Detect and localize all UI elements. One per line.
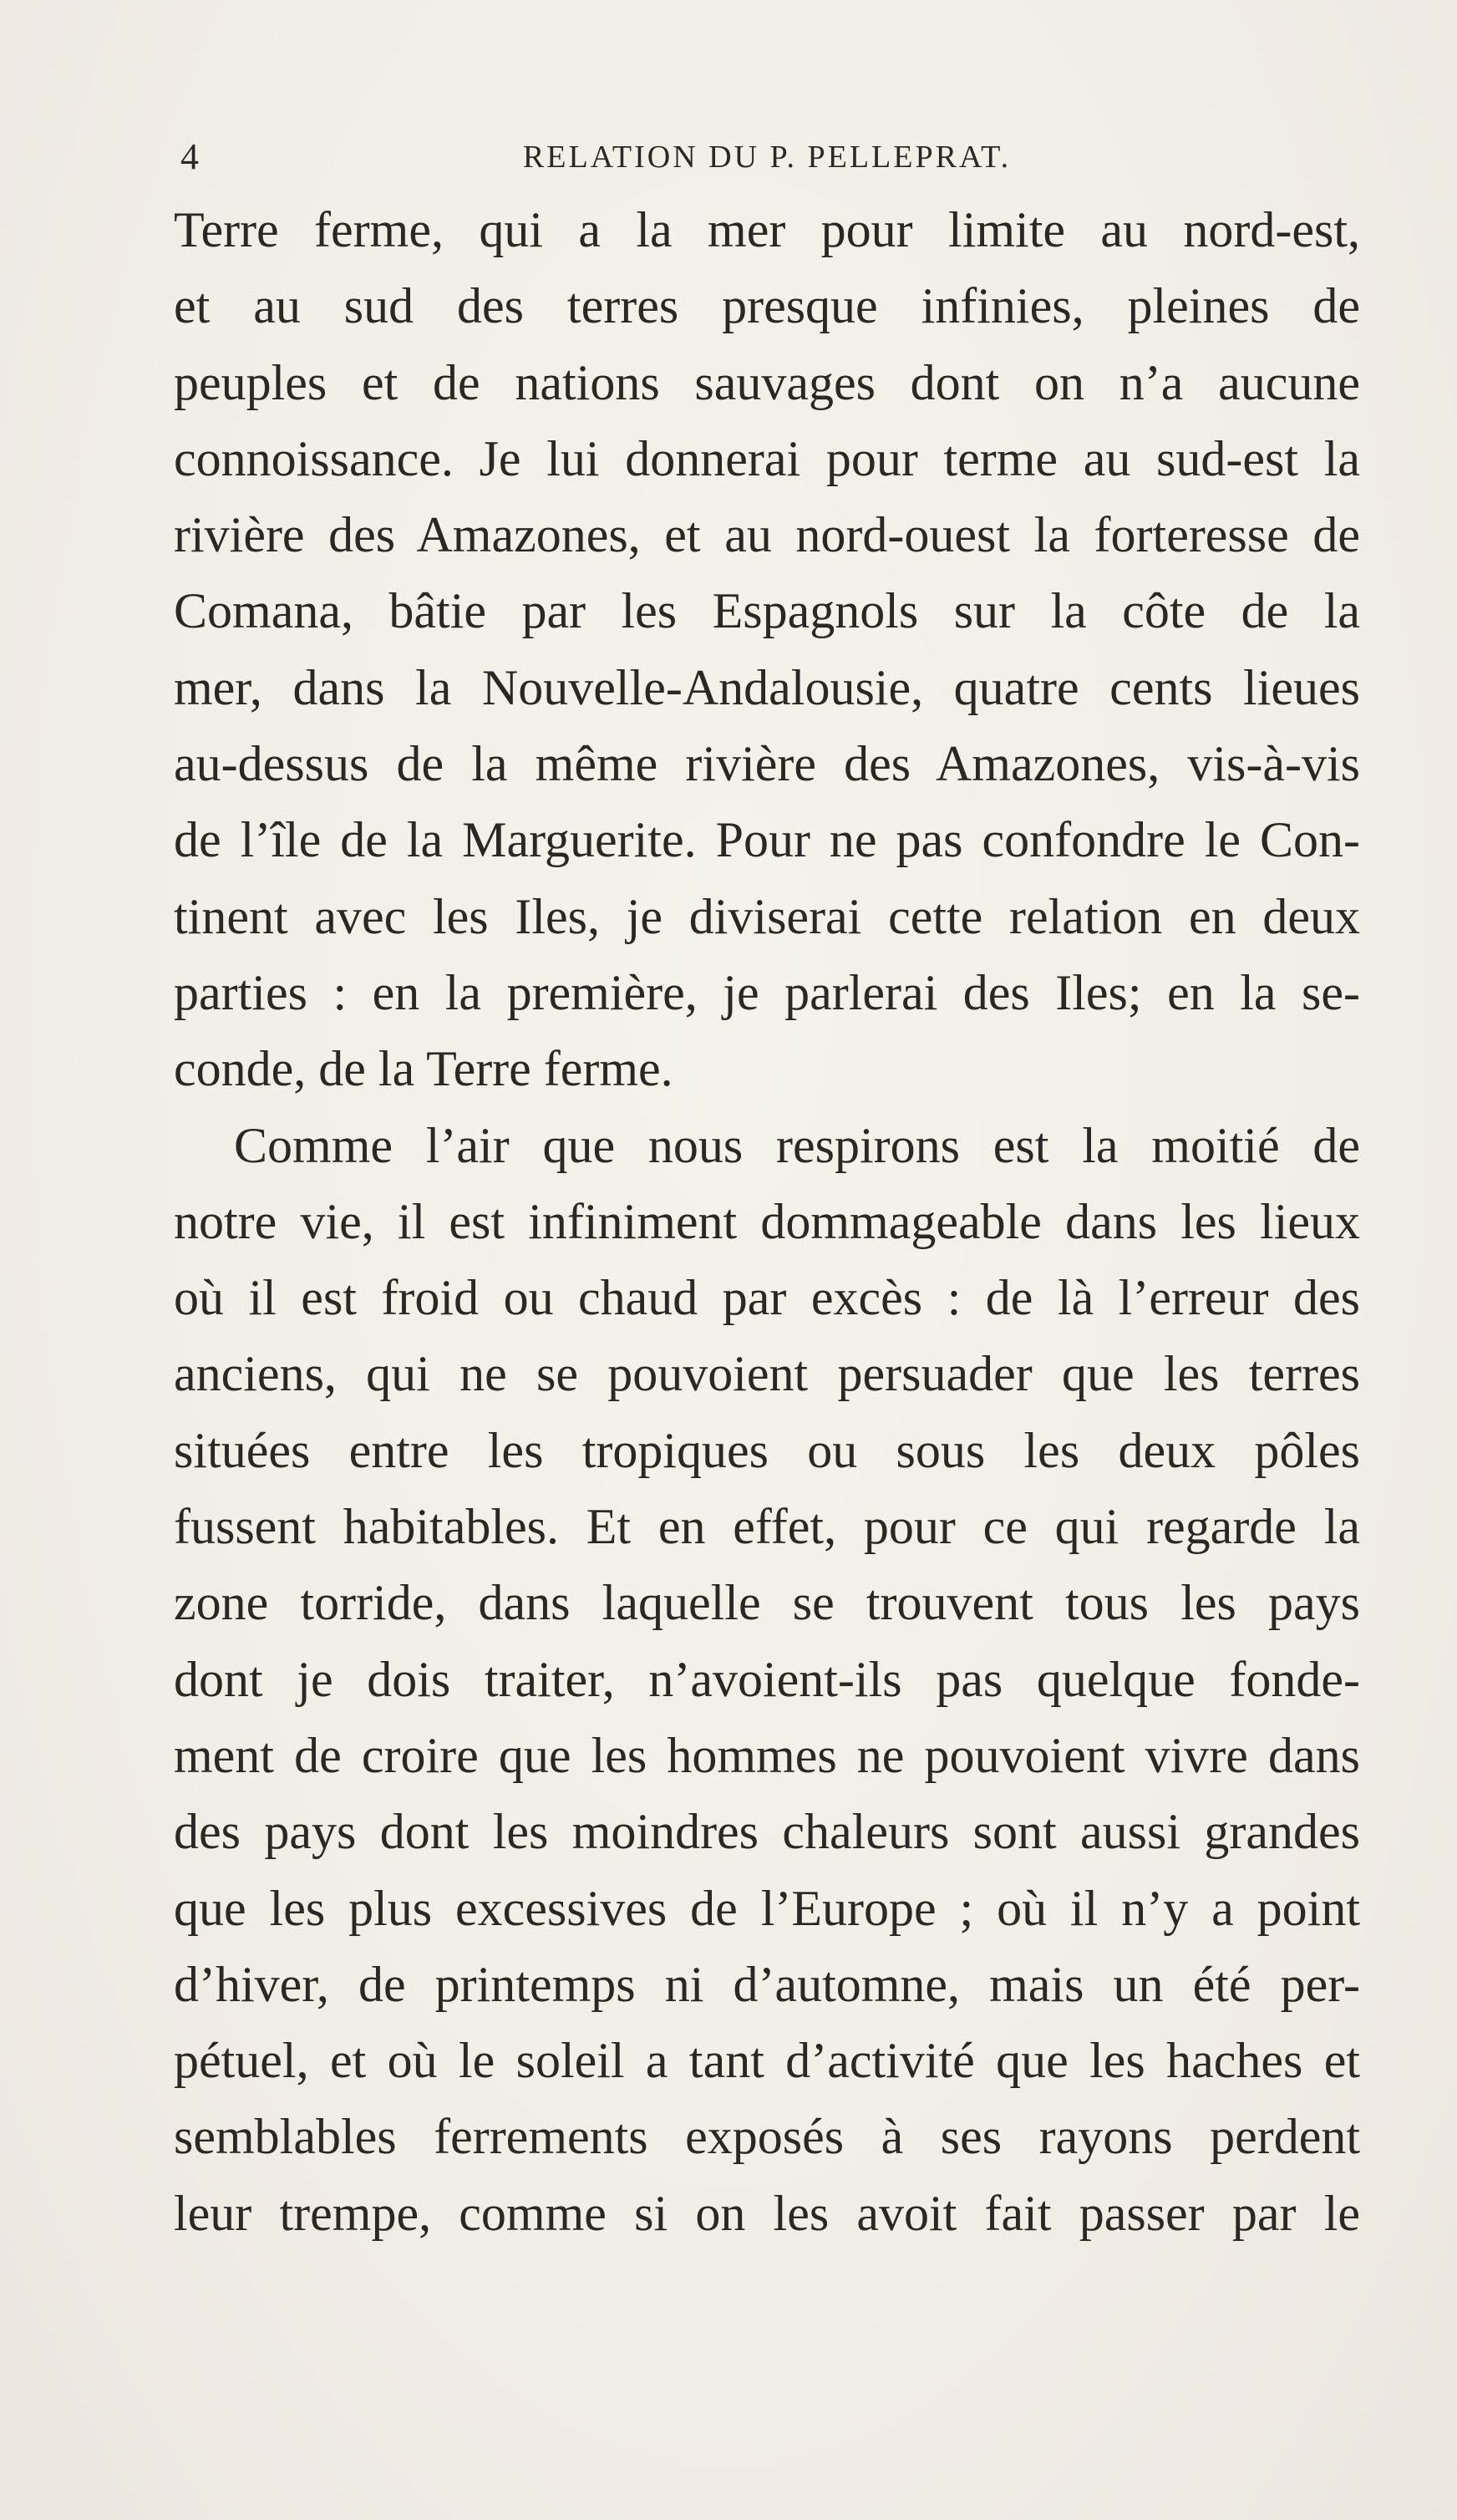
text-line: peuples et de nations sauvages dont on n’a aucune (174, 354, 1360, 410)
text-line: Comme l’air que nous respirons est la moitié de (234, 1117, 1360, 1173)
text-line: Comana, bâtie par les Espagnols sur la côte de la (174, 583, 1360, 639)
text-line: et au sud des terres presque infinies, pleines de (174, 278, 1360, 334)
text-line: pétuel, et où le soleil a tant d’activité que les haches et (174, 2033, 1360, 2089)
text-line: mer, dans la Nouvelle-Andalousie, quatre cents lieues (174, 659, 1360, 715)
paragraph-2 (174, 1108, 1360, 2252)
page-number: 4 (180, 136, 201, 177)
text-line: rivière des Amazones, et au nord-ouest la forteresse de (174, 507, 1360, 563)
text-line: fussent habitables. Et en effet, pour ce qui regarde la (174, 1499, 1360, 1555)
text-line: leur trempe, comme si on les avoit fait passer par le (174, 2185, 1360, 2241)
text-line: situées entre les tropiques ou sous les deux pôles (174, 1422, 1360, 1478)
text-line: zone torride, dans laquelle se trouvent tous les pays (174, 1575, 1360, 1631)
text-line: d’hiver, de printemps ni d’automne, mais un été per- (174, 1956, 1360, 2012)
paragraph-1 (174, 192, 1360, 1108)
text-line: dont je dois traiter, n’avoient-ils pas quelque fonde- (174, 1651, 1360, 1707)
text-line: que les plus excessives de l’Europe ; où il n’y a point (174, 1880, 1360, 1936)
text-line: ment de croire que les hommes ne pouvoient vivre dans (174, 1727, 1360, 1783)
text-line: des pays dont les moindres chaleurs sont aussi grandes (174, 1804, 1360, 1860)
text-line: conde, de la Terre ferme. (174, 1041, 673, 1097)
text-line: au-dessus de la même rivière des Amazones, vis-à-vis (174, 736, 1360, 792)
text-line: tinent avec les Iles, je diviserai cette relation en deux (174, 888, 1360, 944)
text-line: anciens, qui ne se pouvoient persuader que les terres (174, 1346, 1360, 1402)
text-line: notre vie, il est infiniment dommageable dans les lieux (174, 1193, 1360, 1249)
text-line: parties : en la première, je parlerai des Iles; en la se- (174, 964, 1360, 1020)
text-line: Terre ferme, qui a la mer pour limite au nord-est, (174, 202, 1360, 257)
text-line: connoissance. Je lui donnerai pour terme au sud-est la (174, 430, 1360, 486)
text-line: de l’île de la Marguerite. Pour ne pas confondre le Con- (174, 812, 1360, 868)
text-line: semblables ferrements exposés à ses rayons perdent (174, 2109, 1360, 2165)
running-title: RELATION DU P. PELLEPRAT. (522, 140, 1012, 175)
text-line: où il est froid ou chaud par excès : de là l’erreur des (174, 1270, 1360, 1326)
text-block (174, 134, 1360, 2252)
running-head (174, 134, 1360, 192)
